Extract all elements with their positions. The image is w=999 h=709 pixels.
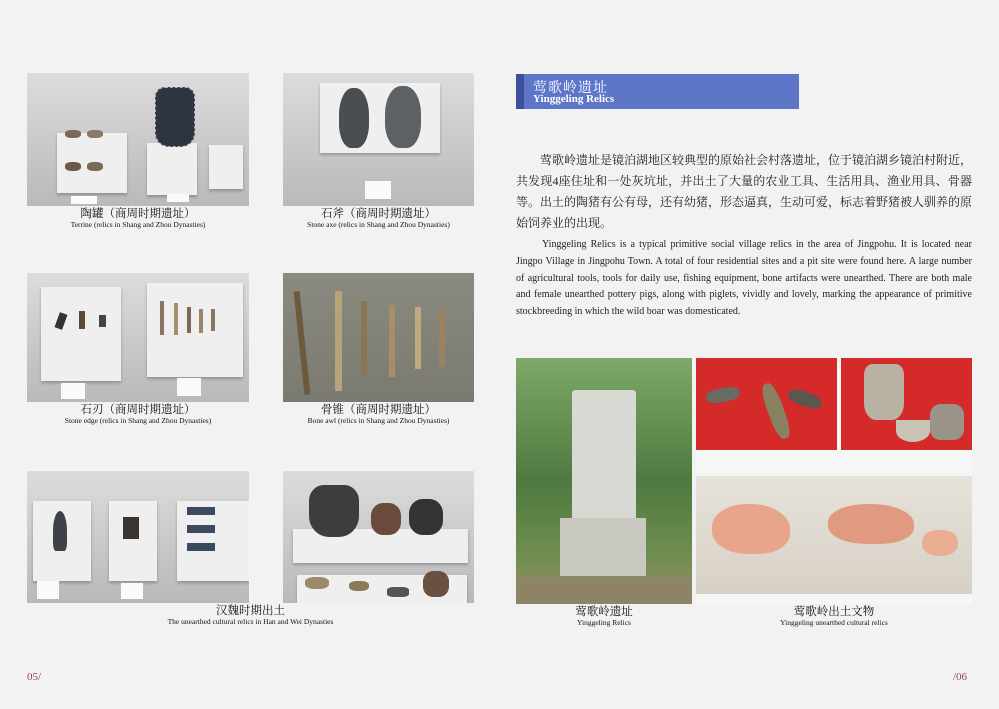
page-number-left: 05/ (27, 671, 42, 683)
bone-awl-caption (283, 404, 474, 426)
title-accent (516, 74, 524, 109)
page-number-right: /06 (953, 671, 968, 683)
section-title-zh: 莺歌岭遗址 (533, 81, 608, 96)
bone-awl-photo (283, 273, 474, 402)
caption-en: Yinggeling Relics (577, 618, 631, 628)
caption-zh: 汉魏时期出土 (216, 605, 285, 617)
caption-zh: 石斧（商周时期遗址） (321, 208, 436, 220)
stone-axe-photo (283, 73, 474, 206)
caption-en: The unearthed cultural relics in Han and Wei Dynasties (167, 617, 334, 627)
stone-edge-photo (27, 273, 249, 402)
section-title-en: Yinggeling Relics (533, 93, 615, 105)
caption-en: Stone axe (relics in Shang and Zhou Dynasties) (307, 220, 450, 230)
caption-zh: 骨锥（商周时期遗址） (321, 404, 436, 416)
caption-en: Bone awl (relics in Shang and Zhou Dynasties) (307, 416, 450, 426)
han-wei-photo-right (283, 471, 474, 603)
caption-zh: 石刃（商周时期遗址） (80, 404, 196, 416)
caption-zh: 陶罐（商周时期遗址） (80, 208, 196, 220)
caption-en: Yinggeling unearthed cultural relics (780, 618, 888, 628)
caption-en: Stone edge (relics in Shang and Zhou Dynasties) (64, 416, 212, 426)
terrine-photo (27, 73, 249, 206)
stone-edge-caption (27, 404, 249, 426)
caption-en: Terrine (relics in Shang and Zhou Dynasties) (70, 220, 206, 230)
section-title-bar (516, 74, 799, 109)
relics-collage-caption (696, 606, 972, 628)
site-stele-photo (516, 358, 692, 604)
caption-zh: 莺歌岭遗址 (575, 606, 633, 618)
caption-zh: 莺歌岭出土文物 (793, 606, 875, 618)
site-stele-caption (516, 606, 692, 628)
han-wei-caption (27, 605, 474, 627)
stone-axe-caption (283, 208, 474, 230)
relics-collage (696, 358, 972, 604)
intro-paragraph-en: Yinggeling Relics is a typical primitive social village relics in the area of Jingpohu. It is located near Jingpo Village in Jingpohu Town. A total of four residential sites and a pit site were found here. A large number of agricultural tools, tools for daily use, fishing equipment, bone artifacts were unearthed. There are both male and female unearthed pottery pigs, along with piglets, vividly and lovely, marking the appearance of primitive stockbreeding in which the wild boar was domesticated. (516, 239, 972, 318)
terrine-caption (27, 208, 249, 230)
intro-paragraph-zh: 莺歌岭遗址是镜泊湖地区较典型的原始社会村落遗址，位于镜泊湖乡镜泊村附近，共发现4座住址和一处灰坑址，并出土了大量的农业工具、生活用具、渔业用具、骨器等。出土的陶猪有公有母，还有幼猪，形态逼真，生动可爱，标志着野猪被人驯养的原始饲养业的出现。 (516, 153, 973, 230)
han-wei-photo-left (27, 471, 249, 603)
